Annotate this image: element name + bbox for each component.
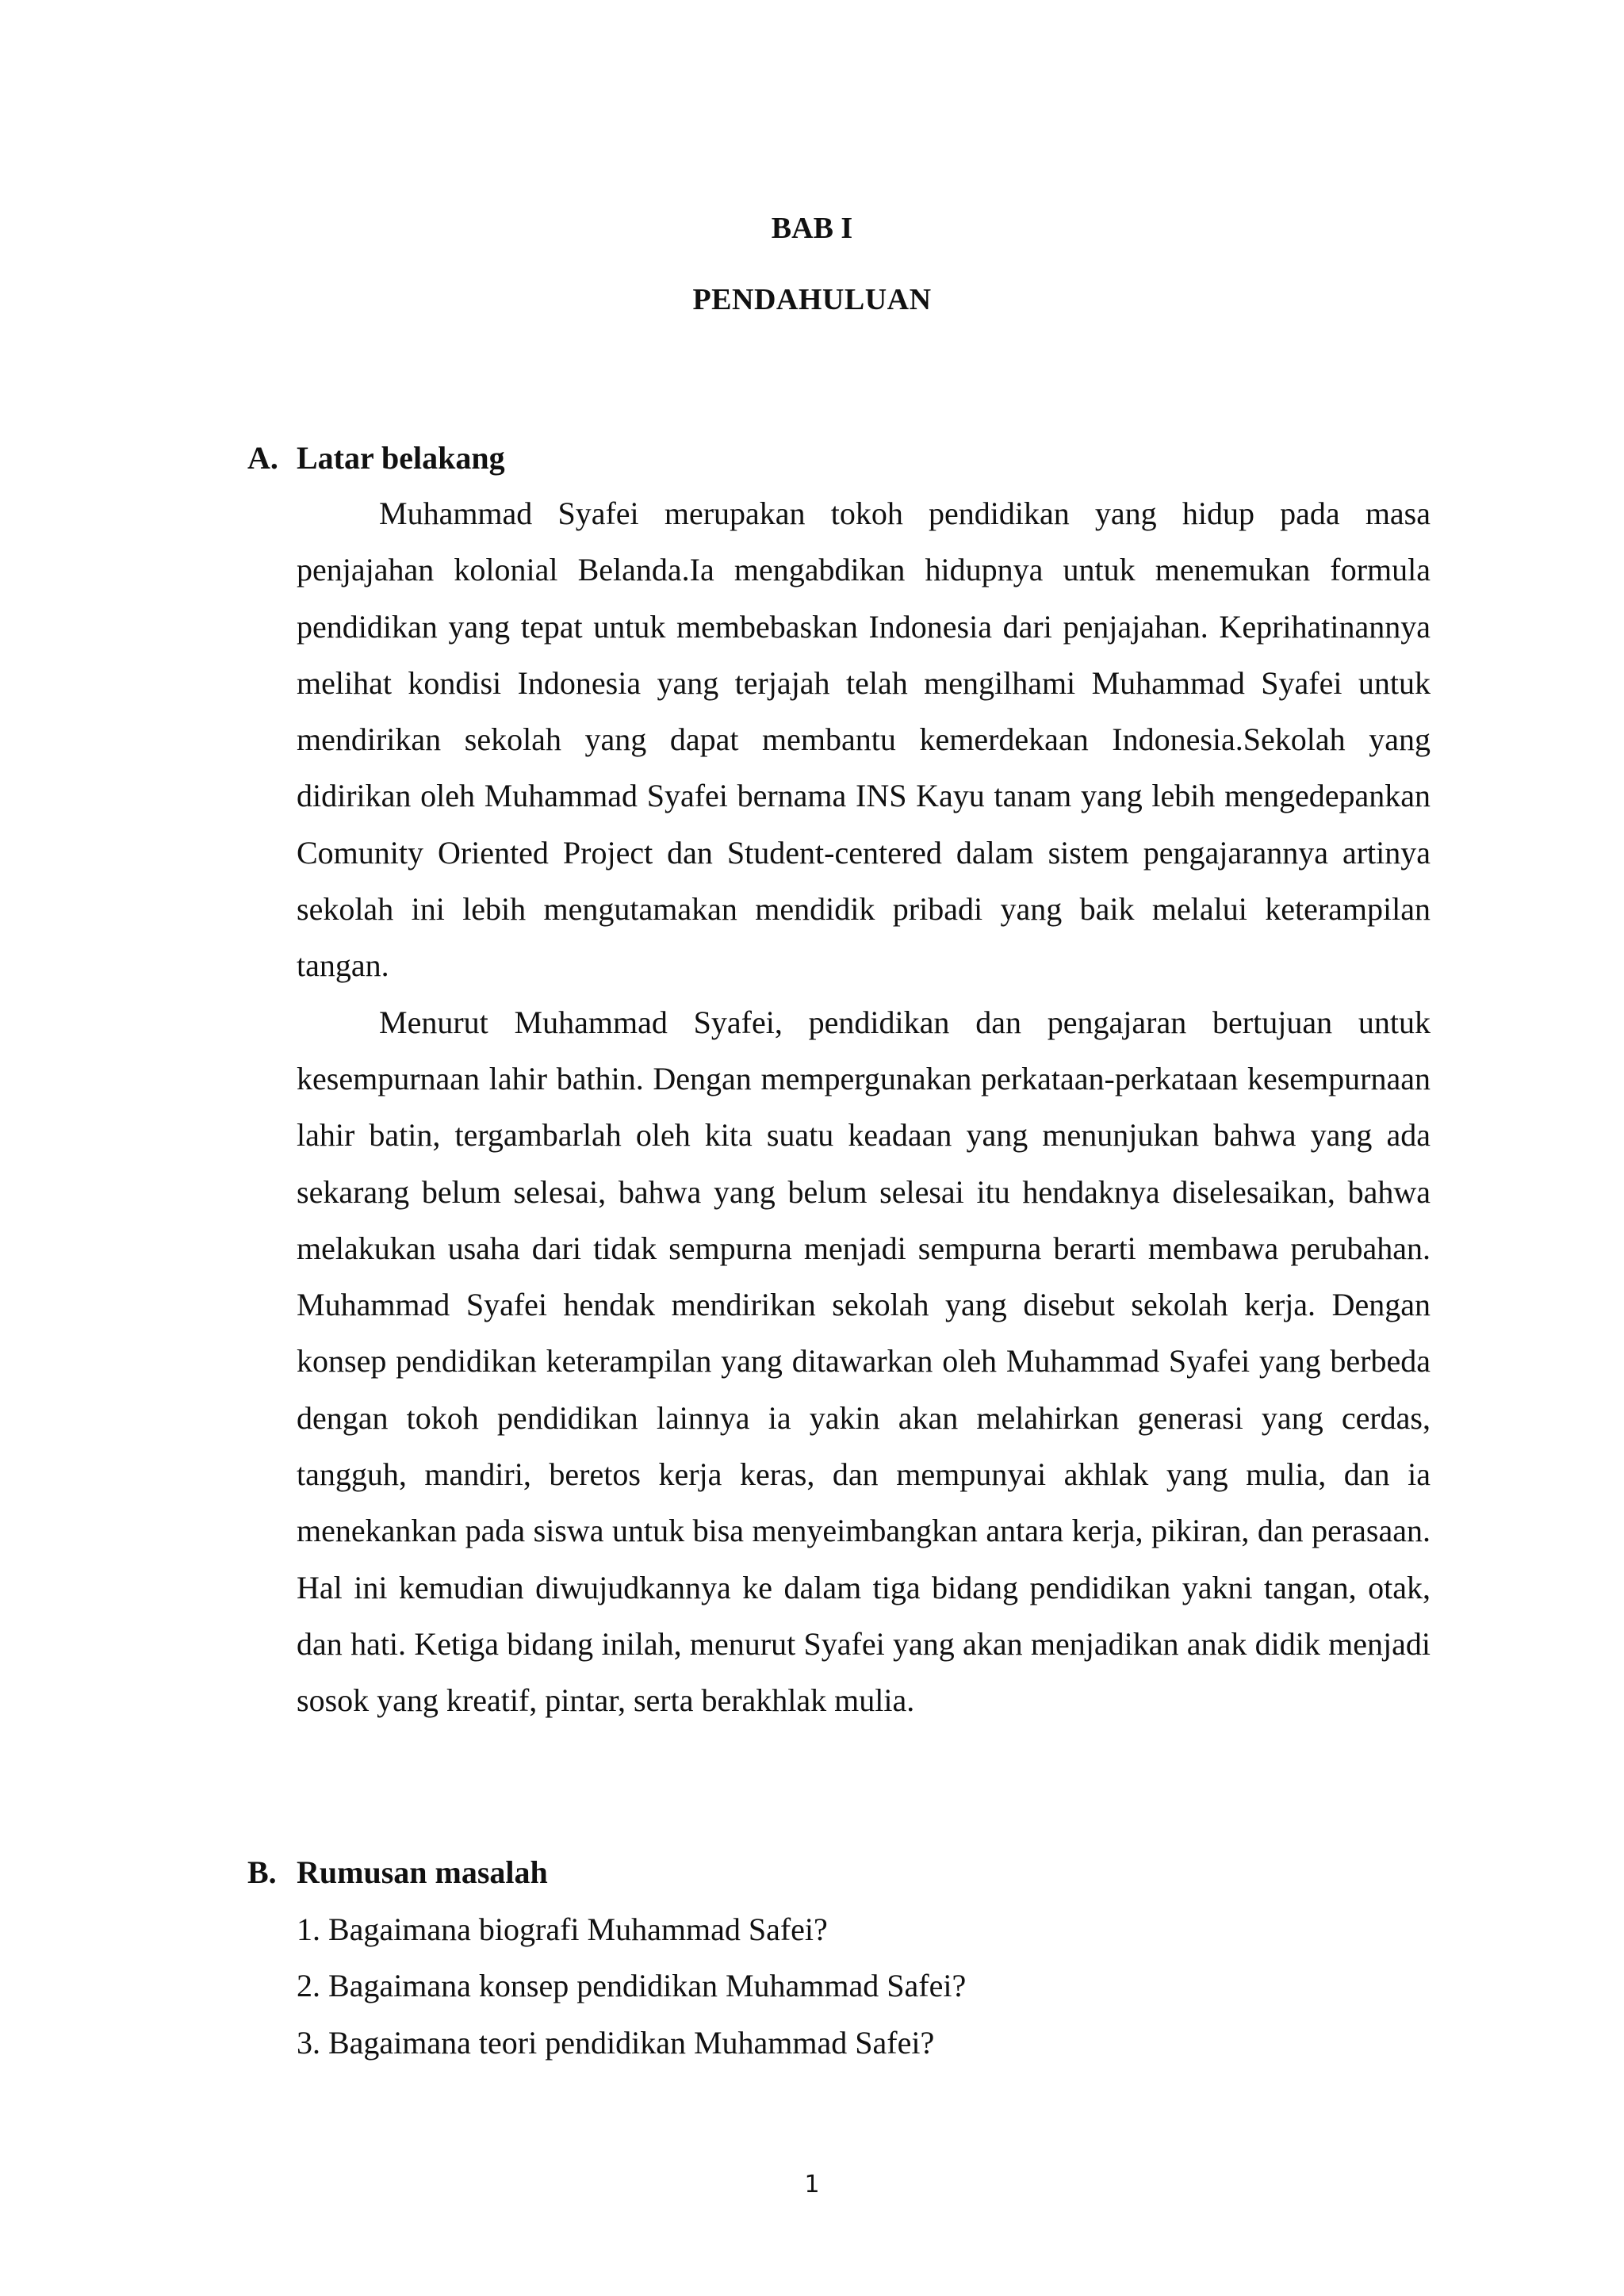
section-a-marker: A. [247,440,278,476]
chapter-label: BAB I [771,212,853,245]
list-item: 3. Bagaimana teori pendidikan Muhammad Safei? [297,2024,935,2061]
research-questions-list [297,1901,1431,2071]
paragraph-2: Menurut Muhammad Syafei, pendidikan dan pengajaran bertujuan untuk kesempurnaan lahir bathin. Dengan mempergunakan perkataan-perkataan kesempurnaan lahir batin, tergambarlah oleh kita suatu keadaan yang menunjukan bahwa yang ada sekarang belum selesai, bahwa yang belum selesai itu hendaknya diselesaikan, bahwa melakukan usaha dari tidak sempurna menjadi sempurna berarti membawa perubahan. Muhammad Syafei hendak mendirikan sekolah yang disebut sekolah kerja. Dengan konsep pendidikan keterampilan yang ditawarkan oleh Muhammad Syafei yang berbeda dengan tokoh pendidikan lainnya ia yakin akan melahirkan generasi yang cerdas, tangguh, mandiri, beretos kerja keras, dan mempunyai akhlak yang mulia, dan ia menekankan pada siswa untuk bisa menyeimbangkan antara kerja, pikiran, dan perasaan. Hal ini kemudian diwujudkannya ke dalam tiga bidang pendidikan yakni tangan, otak, dan hati. Ketiga bidang inilah, menurut Syafei yang akan menjadikan anak didik menjadi sosok yang kreatif, pintar, serta berakhlak mulia. [297,1004,1431,1719]
section-a-body [297,485,1431,1729]
list-item: 1. Bagaimana biografi Muhammad Safei? [297,1911,828,1947]
section-a-heading-text: Latar belakang [297,440,505,476]
chapter-title: PENDAHULUAN [692,283,932,316]
list-item: 2. Bagaimana konsep pendidikan Muhammad Safei? [297,1968,967,2004]
paragraph-1: Muhammad Syafei merupakan tokoh pendidikan yang hidup pada masa penjajahan kolonial Belanda.Ia mengabdikan hidupnya untuk menemukan formula pendidikan yang tepat untuk membebaskan Indonesia dari penjajahan. Keprihatinannya melihat kondisi Indonesia yang terjajah telah mengilhami Muhammad Syafei untuk mendirikan sekolah yang dapat membantu kemerdekaan Indonesia.Sekolah yang didirikan oleh Muhammad Syafei bernama INS Kayu tanam yang lebih mengedepankan Comunity Oriented Project dan Student-centered dalam sistem pengajarannya artinya sekolah ini lebih mengutamakan mendidik pribadi yang baik melalui keterampilan tangan. [297,496,1431,984]
section-b-heading [247,1854,548,1892]
page-number: 1 [804,2171,820,2198]
section-a-heading [247,439,505,477]
section-b-heading-text: Rumusan masalah [297,1854,548,1890]
section-b-marker: B. [247,1854,277,1890]
